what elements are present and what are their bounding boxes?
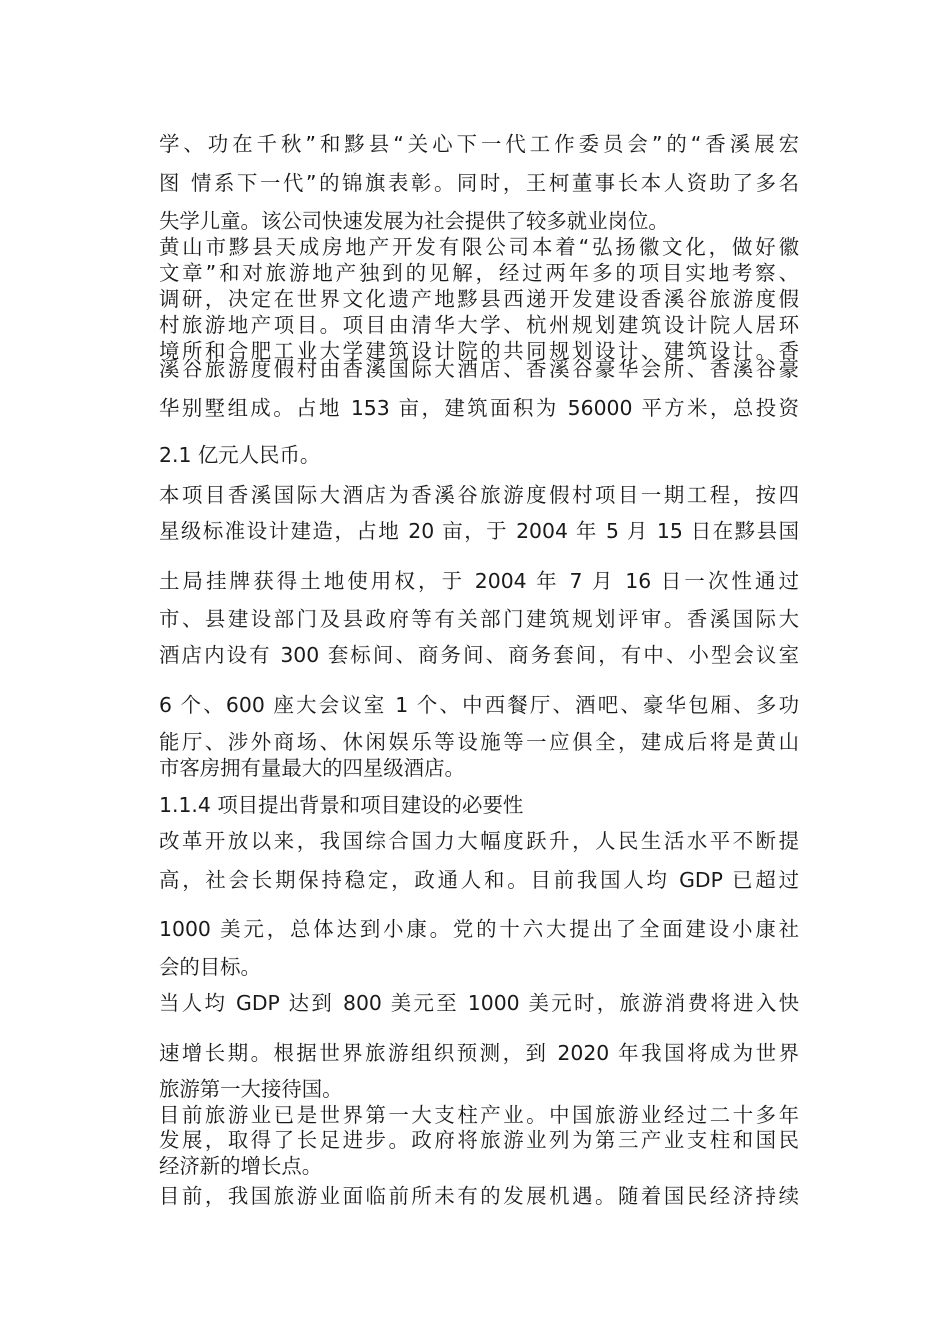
text-line: 2.1 亿元人民币。 [159,443,321,467]
text-line: 高，社会长期保持稳定，政通人和。目前我国人均 GDP 已超过 [159,868,799,892]
text-line: 溪谷旅游度假村由香溪国际大酒店、香溪谷豪华会所、香溪谷豪 [159,357,799,381]
text-line: 改革开放以来，我国综合国力大幅度跃升，人民生活水平不断提 [159,829,799,853]
section-heading: 1.1.4 项目提出背景和项目建设的必要性 [159,793,524,817]
text-line: 境所和合肥工业大学建筑设计院的共同规划设计、建筑设计。香 [159,339,799,363]
text-line: 村旅游地产项目。项目由清华大学、杭州规划建筑设计院人居环 [159,313,799,337]
text-line: 速增长期。根据世界旅游组织预测，到 2020 年我国将成为世界 [159,1041,799,1065]
text-line: 能厅、涉外商场、休闲娱乐等设施等一应俱全，建成后将是黄山 [159,730,799,754]
text-line: 黄山市黟县天成房地产开发有限公司本着“弘扬徽文化，做好徽 [159,235,799,259]
text-line: 失学儿童。该公司快速发展为社会提供了较多就业岗位。 [159,209,669,233]
text-line: 会的目标。 [159,955,261,979]
text-line: 学、功在千秋”和黟县“关心下一代工作委员会”的“香溪展宏 [159,132,799,156]
text-line: 1000 美元，总体达到小康。党的十六大提出了全面建设小康社 [159,917,799,941]
text-line: 华别墅组成。占地 153 亩，建筑面积为 56000 平方米，总投资 [159,396,799,420]
text-line: 目前旅游业已是世界第一大支柱产业。中国旅游业经过二十多年 [159,1103,799,1127]
text-line: 土局挂牌获得土地使用权，于 2004 年 7 月 16 日一次性通过 [159,569,799,593]
text-line: 旅游第一大接待国。 [159,1077,343,1101]
text-line: 本项目香溪国际大酒店为香溪谷旅游度假村项目一期工程，按四 [159,483,799,507]
text-line: 市客房拥有量最大的四星级酒店。 [159,756,465,780]
text-line: 酒店内设有 300 套标间、商务间、商务套间，有中、小型会议室 [159,643,799,667]
text-line: 文章”和对旅游地产独到的见解，经过两年多的项目实地考察、 [159,261,799,285]
text-line: 调研，决定在世界文化遗产地黟县西递开发建设香溪谷旅游度假 [159,287,799,311]
text-line: 市、县建设部门及县政府等有关部门建筑规划评审。香溪国际大 [159,607,799,631]
text-line: 经济新的增长点。 [159,1154,323,1178]
text-line: 图 情系下一代”的锦旗表彰。同时，王柯董事长本人资助了多名 [159,171,799,195]
text-line: 目前，我国旅游业面临前所未有的发展机遇。随着国民经济持续 [159,1184,799,1208]
text-line: 发展，取得了长足进步。政府将旅游业列为第三产业支柱和国民 [159,1128,799,1152]
text-line: 6 个、600 座大会议室 1 个、中西餐厅、酒吧、豪华包厢、多功 [159,693,799,717]
text-line: 星级标准设计建造，占地 20 亩，于 2004 年 5 月 15 日在黟县国 [159,519,799,543]
text-line: 当人均 GDP 达到 800 美元至 1000 美元时，旅游消费将进入快 [159,991,799,1015]
